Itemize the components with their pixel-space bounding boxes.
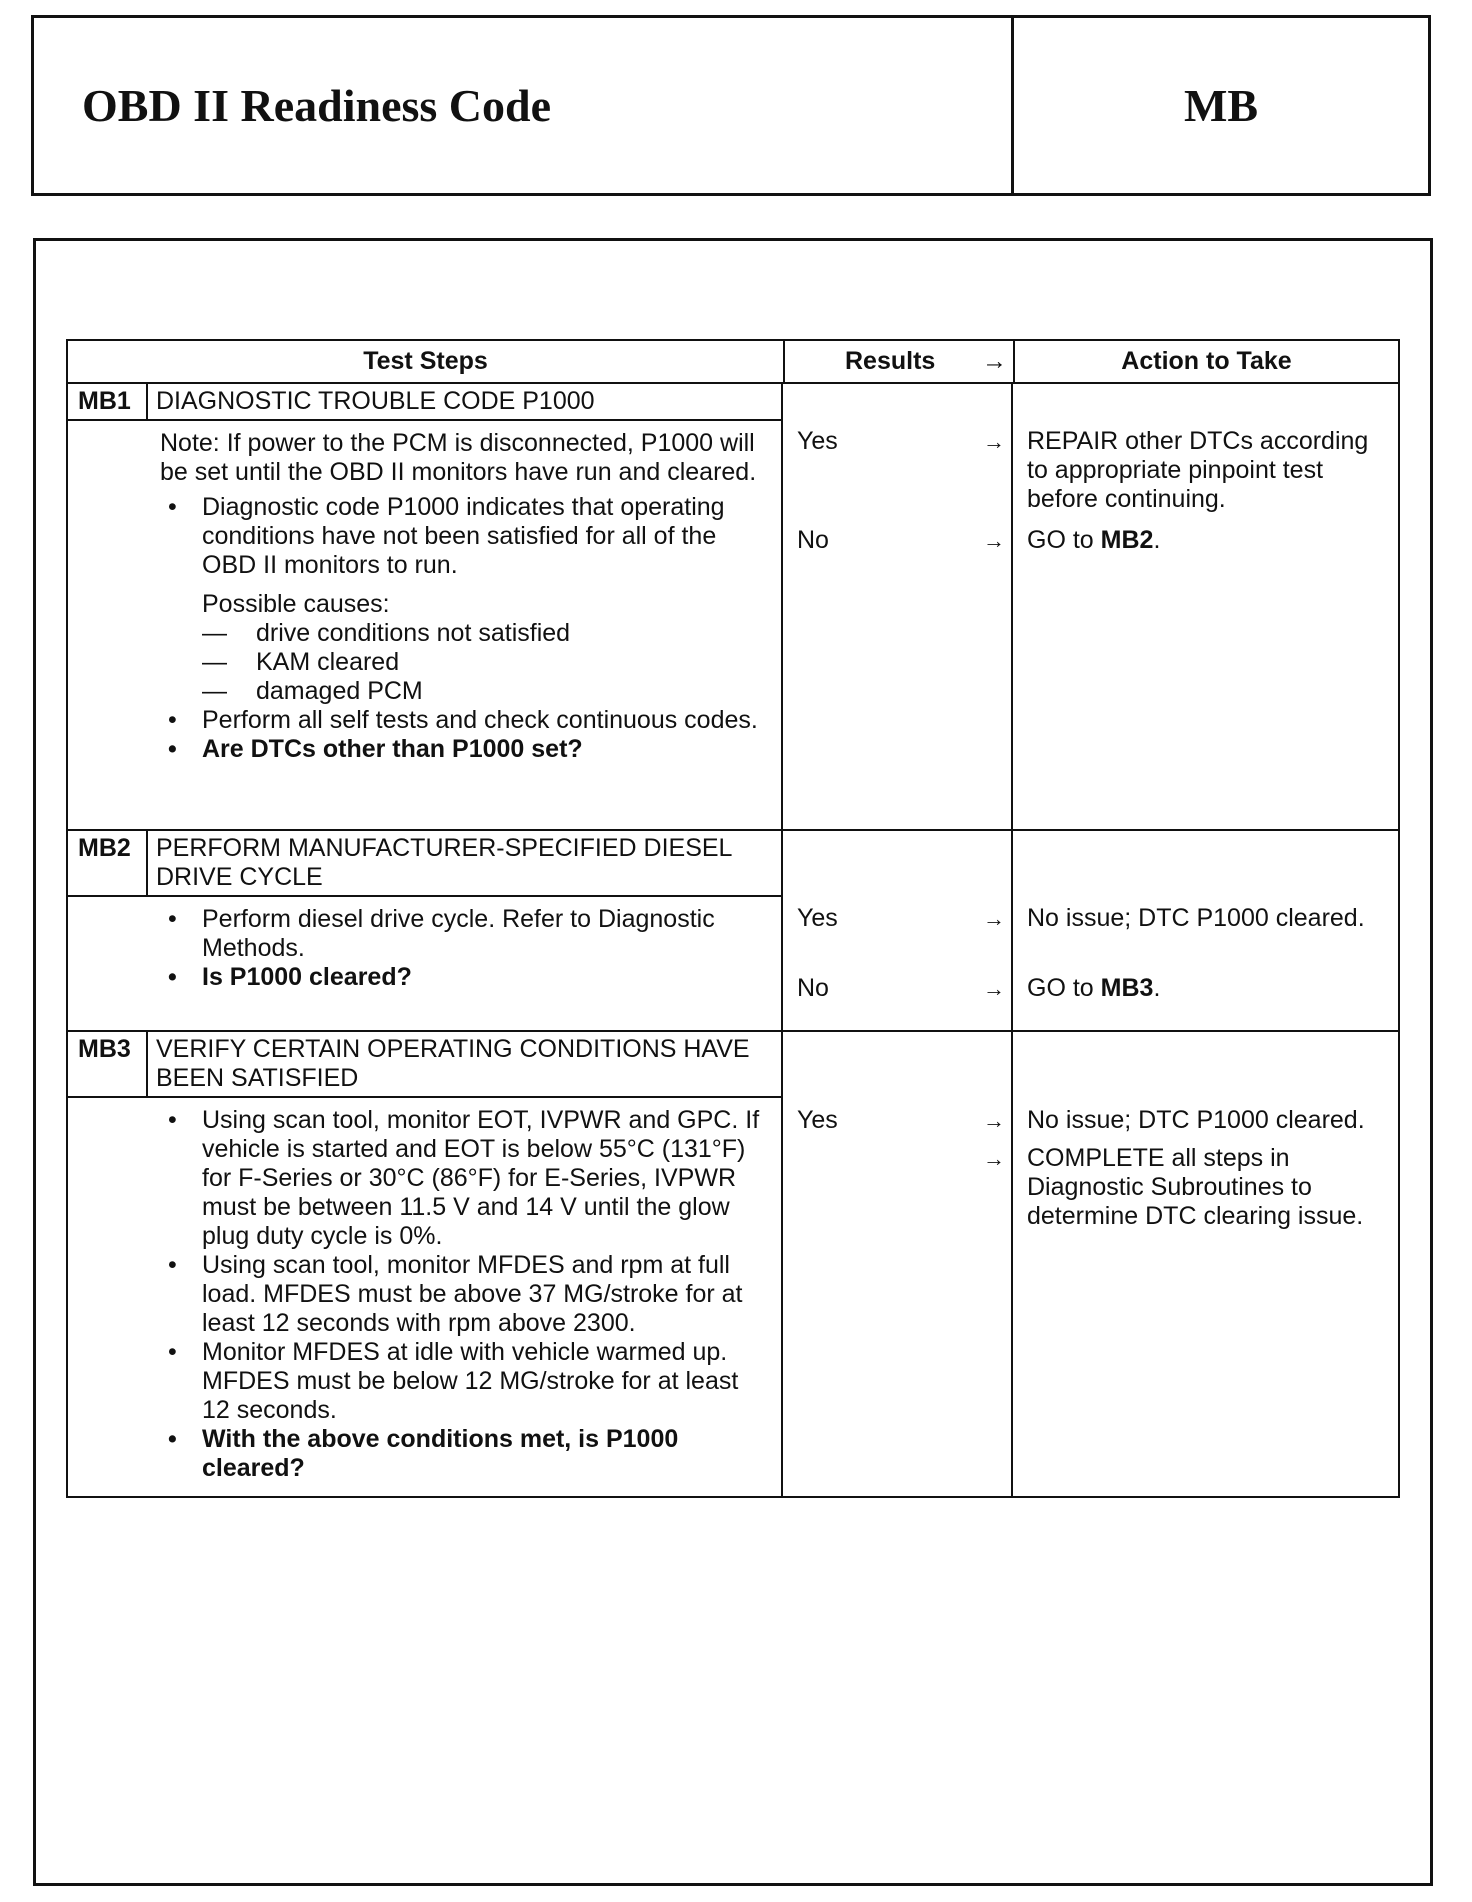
cause-item: — drive conditions not satisfied (202, 619, 769, 648)
action-no (1027, 526, 1388, 555)
bullet-item: • Diagnostic code P1000 indicates that operating conditions have not been satisfied for all of the OBD II monitors to run. (160, 493, 769, 580)
action-yes: REPAIR other DTCs according to appropriate pinpoint test before continuing. (1027, 427, 1369, 513)
step-mb3 (68, 1032, 1398, 1496)
step-mb3-results (783, 1032, 1013, 1496)
step-mb2 (68, 831, 1398, 1032)
col-results (785, 341, 1015, 382)
step-note: Note: If power to the PCM is disconnected, P1000 will be set until the OBD II monitors have run and cleared. (160, 429, 757, 486)
result-yes: Yes (797, 427, 838, 455)
step-mb1-title-row (68, 384, 781, 421)
action-no (1027, 974, 1388, 1003)
page-title: OBD II Readiness Code (34, 18, 1014, 193)
bullet-item: • Using scan tool, monitor MFDES and rpm at full load. MFDES must be above 37 MG/stroke for at least 12 seconds with rpm above 2300. (160, 1251, 769, 1338)
step-body (68, 897, 781, 996)
step-id: MB2 (68, 831, 148, 895)
step-mb1-steps (68, 384, 783, 829)
step-title: DIAGNOSTIC TROUBLE CODE P1000 (156, 387, 595, 415)
step-mb2-steps (68, 831, 783, 1030)
step-mb3-steps (68, 1032, 783, 1496)
bullet-item: • Perform diesel drive cycle. Refer to Diagnostic Methods. (160, 905, 769, 963)
step-mb2-results (783, 831, 1013, 1030)
arrow-icon: → (983, 528, 1005, 553)
bullet-question: • With the above conditions met, is P1000 cleared? (160, 1425, 769, 1483)
col-results-label: Results (845, 347, 936, 375)
action-no-target: MB3 (1100, 974, 1154, 1002)
step-mb2-title-row (68, 831, 781, 897)
step-body (68, 1098, 781, 1487)
arrow-icon: → (983, 906, 1005, 931)
arrow-icon: → (983, 1146, 1005, 1171)
pinpoint-test-table (66, 339, 1400, 1498)
step-mb3-title-row (68, 1032, 781, 1098)
action-no-suffix: . (1153, 526, 1161, 554)
bullet-item: • Using scan tool, monitor EOT, IVPWR and GPC. If vehicle is started and EOT is below 55°C (131°F) for F-Series or 30°C (86°F) for E-Series, IVPWR must be between 11.5 V and 14 V until the glow plug duty cycle is 0%. (160, 1106, 769, 1251)
arrow-icon: → (983, 1108, 1005, 1133)
step-mb2-actions (1013, 831, 1398, 1030)
col-action: Action to Take (1121, 347, 1292, 375)
step-title: PERFORM MANUFACTURER-SPECIFIED DIESEL DRIVE CYCLE (156, 834, 732, 891)
table-header (68, 341, 1398, 384)
action-no-suffix: . (1153, 974, 1161, 1002)
step-mb1-results (783, 384, 1013, 829)
bullet-question: • Are DTCs other than P1000 set? (160, 735, 769, 764)
bullet-item: • Monitor MFDES at idle with vehicle warmed up. MFDES must be below 12 MG/stroke for at least 12 seconds. (160, 1338, 769, 1425)
action-no: COMPLETE all steps in Diagnostic Subroutines to determine DTC clearing issue. (1027, 1144, 1364, 1230)
section-code: MB (1183, 80, 1259, 131)
step-body (68, 421, 781, 768)
causes-label: Possible causes: (202, 590, 390, 618)
action-no-prefix: GO to (1027, 974, 1101, 1002)
cause-item: — damaged PCM (202, 677, 769, 706)
bullet-item: • Perform all self tests and check continuous codes. (160, 706, 769, 735)
arrow-icon: → (983, 976, 1005, 1001)
possible-causes (160, 590, 769, 706)
result-yes: Yes (797, 1106, 838, 1134)
cause-item: — KAM cleared (202, 648, 769, 677)
step-mb3-actions (1013, 1032, 1398, 1496)
action-no-target: MB2 (1100, 526, 1154, 554)
page-header (31, 15, 1431, 196)
arrow-icon: → (982, 347, 1007, 375)
step-id: MB3 (68, 1032, 148, 1096)
col-test-steps: Test Steps (68, 341, 785, 382)
action-no-prefix: GO to (1027, 526, 1101, 554)
step-mb1-actions (1013, 384, 1398, 829)
step-title: VERIFY CERTAIN OPERATING CONDITIONS HAVE BEEN SATISFIED (156, 1035, 750, 1092)
step-id: MB1 (68, 384, 148, 419)
bullet-question: • Is P1000 cleared? (160, 963, 769, 992)
step-mb1 (68, 384, 1398, 831)
result-no: No (797, 526, 829, 554)
arrow-icon: → (983, 429, 1005, 454)
result-yes: Yes (797, 904, 838, 932)
action-yes: No issue; DTC P1000 cleared. (1027, 904, 1365, 932)
action-yes: No issue; DTC P1000 cleared. (1027, 1106, 1365, 1134)
result-no: No (797, 974, 829, 1002)
